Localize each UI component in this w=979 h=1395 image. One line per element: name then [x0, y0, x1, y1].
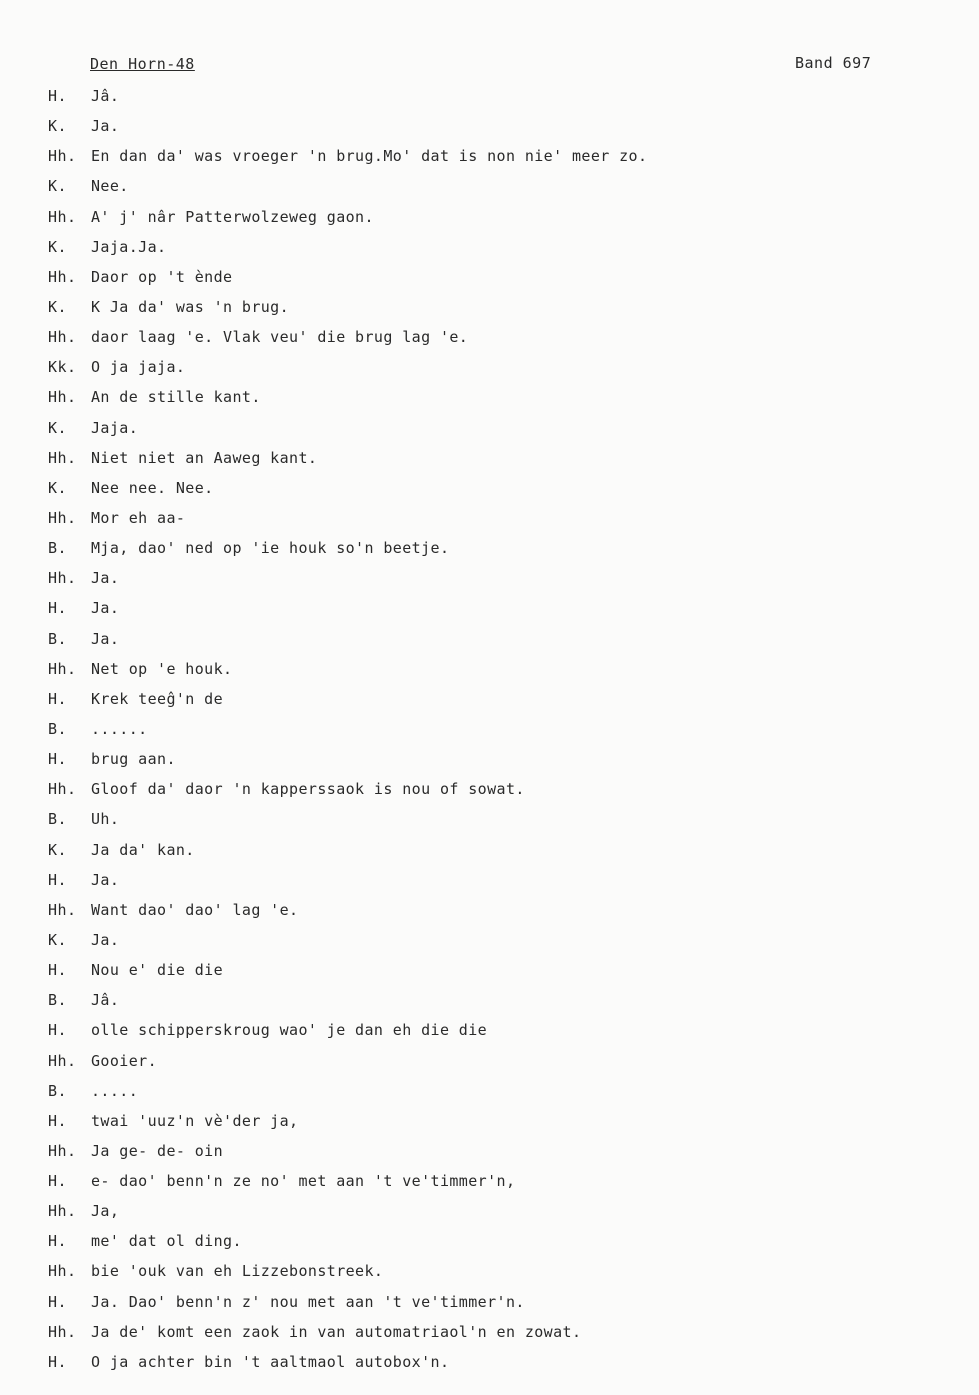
speaker-label: Hh.: [48, 1322, 77, 1341]
utterance-text: Mor eh aa-: [91, 508, 186, 527]
transcript-line: [0, 1141, 979, 1171]
speaker-label: B.: [48, 991, 68, 1010]
speaker-label: Hh.: [48, 900, 77, 919]
utterance-text: K Ja da' was 'n brug.: [91, 297, 290, 316]
speaker-label: K.: [48, 930, 68, 949]
transcript-line: [0, 1261, 979, 1291]
transcript-line: [0, 900, 979, 930]
transcript-line: [0, 418, 979, 448]
utterance-text: Ja da' kan.: [91, 840, 195, 859]
utterance-text: Jaja.Ja.: [91, 237, 167, 256]
speaker-label: H.: [48, 689, 68, 708]
utterance-text: Want dao' dao' lag 'e.: [91, 900, 299, 919]
transcript-line: [0, 237, 979, 267]
utterance-text: Gooier.: [91, 1051, 158, 1070]
speaker-label: Hh.: [48, 1141, 77, 1160]
transcript-line: [0, 297, 979, 327]
transcript-line: [0, 1051, 979, 1081]
utterance-text: Ja.: [91, 629, 120, 648]
speaker-label: H.: [48, 961, 68, 980]
utterance-text: Daor op 't ènde: [91, 267, 233, 286]
utterance-text: O ja jaja.: [91, 358, 186, 377]
speaker-label: Hh.: [48, 508, 77, 527]
speaker-label: Hh.: [48, 147, 77, 166]
transcript-line: [0, 809, 979, 839]
utterance-text: Niet niet an Aaweg kant.: [91, 448, 318, 467]
transcript-line: [0, 689, 979, 719]
transcript-line: [0, 86, 979, 116]
transcript-line: [0, 1081, 979, 1111]
utterance-text: Nou e' die die: [91, 961, 224, 980]
transcript-line: [0, 1352, 979, 1382]
utterance-text: Ja ge- de- oin: [91, 1141, 224, 1160]
speaker-label: B.: [48, 539, 68, 558]
speaker-label: Kk.: [48, 358, 77, 377]
speaker-label: B.: [48, 719, 68, 738]
utterance-text: Ja de' komt een zaok in van automatriaol'n en zowat.: [91, 1322, 582, 1341]
transcript-line: [0, 568, 979, 598]
utterance-text: A' j' nâr Patterwolzeweg gaon.: [91, 207, 374, 226]
utterance-text: Ja. Dao' benn'n z' nou met aan 't ve'timmer'n.: [91, 1292, 525, 1311]
speaker-label: K.: [48, 177, 68, 196]
speaker-label: K.: [48, 117, 68, 136]
utterance-text: Nee nee. Nee.: [91, 478, 214, 497]
speaker-label: H.: [48, 1021, 68, 1040]
transcript-line: [0, 478, 979, 508]
transcript-line: [0, 538, 979, 568]
speaker-label: H.: [48, 1111, 68, 1130]
transcript-line: [0, 840, 979, 870]
speaker-label: Hh.: [48, 328, 77, 347]
transcript-line: [0, 659, 979, 689]
speaker-label: K.: [48, 418, 68, 437]
speaker-label: Hh.: [48, 1202, 77, 1221]
speaker-label: B.: [48, 810, 68, 829]
speaker-label: Hh.: [48, 448, 77, 467]
speaker-label: K.: [48, 237, 68, 256]
transcript-line: [0, 990, 979, 1020]
transcript-line: [0, 629, 979, 659]
utterance-text: daor laag 'e. Vlak veu' die brug lag 'e.: [91, 328, 469, 347]
speaker-label: Hh.: [48, 659, 77, 678]
transcript-line: [0, 930, 979, 960]
speaker-label: H.: [48, 1232, 68, 1251]
transcript-line: [0, 267, 979, 297]
utterance-text: Ja,: [91, 1202, 120, 1221]
speaker-label: K.: [48, 297, 68, 316]
transcript-line: [0, 779, 979, 809]
transcript-line: [0, 749, 979, 779]
speaker-label: H.: [48, 1352, 68, 1371]
utterance-text: .....: [91, 1081, 139, 1100]
transcript-line: [0, 1322, 979, 1352]
speaker-label: Hh.: [48, 1051, 77, 1070]
transcript-lines: [0, 86, 979, 1382]
utterance-text: Net op 'e houk.: [91, 659, 233, 678]
transcript-line: [0, 1201, 979, 1231]
speaker-label: K.: [48, 840, 68, 859]
speaker-label: Hh.: [48, 267, 77, 286]
band-number: Band 697: [795, 54, 872, 72]
utterance-text: brug aan.: [91, 750, 176, 769]
transcript-line: [0, 116, 979, 146]
speaker-label: H.: [48, 87, 68, 105]
speaker-label: B.: [48, 1081, 68, 1100]
transcript-line: [0, 176, 979, 206]
speaker-label: Hh.: [48, 1262, 77, 1281]
transcript-line: [0, 598, 979, 628]
utterance-text: Ja.: [91, 930, 120, 949]
transcript-line: [0, 1292, 979, 1322]
transcript-line: [0, 448, 979, 478]
speaker-label: Hh.: [48, 207, 77, 226]
speaker-label: H.: [48, 1292, 68, 1311]
speaker-label: K.: [48, 478, 68, 497]
utterance-text: Ja.: [91, 569, 120, 588]
speaker-label: H.: [48, 750, 68, 769]
utterance-text: Uh.: [91, 810, 120, 829]
utterance-text: me' dat ol ding.: [91, 1232, 242, 1251]
utterance-text: Ja.: [91, 599, 120, 618]
transcript-line: [0, 1111, 979, 1141]
utterance-text: Jâ.: [91, 87, 120, 105]
utterance-text: Mja, dao' ned op 'ie houk so'n beetje.: [91, 539, 450, 558]
transcript-line: [0, 327, 979, 357]
page-title: Den Horn-48: [90, 55, 195, 73]
utterance-text: An de stille kant.: [91, 388, 261, 407]
utterance-text: O ja achter bin 't aaltmaol autobox'n.: [91, 1352, 450, 1371]
transcript-line: [0, 1171, 979, 1201]
utterance-text: bie 'ouk van eh Lizzebonstreek.: [91, 1262, 384, 1281]
utterance-text: Krek teeĝ'n de: [91, 689, 224, 708]
speaker-label: H.: [48, 870, 68, 889]
utterance-text: ......: [91, 719, 148, 738]
utterance-text: Jaja.: [91, 418, 139, 437]
utterance-text: En dan da' was vroeger 'n brug.Mo' dat is non nie' meer zo.: [91, 147, 648, 166]
transcript-line: [0, 207, 979, 237]
utterance-text: Jâ.: [91, 991, 120, 1010]
speaker-label: H.: [48, 1172, 68, 1191]
utterance-text: Ja.: [91, 870, 120, 889]
utterance-text: Ja.: [91, 117, 120, 136]
transcript-line: [0, 719, 979, 749]
transcript-line: [0, 870, 979, 900]
utterance-text: twai 'uuz'n vè'der ja,: [91, 1111, 299, 1130]
transcript-line: [0, 357, 979, 387]
transcript-line: [0, 508, 979, 538]
utterance-text: olle schipperskroug wao' je dan eh die die: [91, 1021, 488, 1040]
speaker-label: Hh.: [48, 780, 77, 799]
speaker-label: Hh.: [48, 569, 77, 588]
utterance-text: Nee.: [91, 177, 129, 196]
speaker-label: Hh.: [48, 388, 77, 407]
transcript-line: [0, 146, 979, 176]
transcript-line: [0, 1231, 979, 1261]
utterance-text: Gloof da' daor 'n kapperssaok is nou of sowat.: [91, 780, 525, 799]
utterance-text: e- dao' benn'n ze no' met aan 't ve'timmer'n,: [91, 1172, 516, 1191]
transcript-line: [0, 387, 979, 417]
transcript-line: [0, 960, 979, 990]
speaker-label: B.: [48, 629, 68, 648]
speaker-label: H.: [48, 599, 68, 618]
transcript-line: [0, 1020, 979, 1050]
